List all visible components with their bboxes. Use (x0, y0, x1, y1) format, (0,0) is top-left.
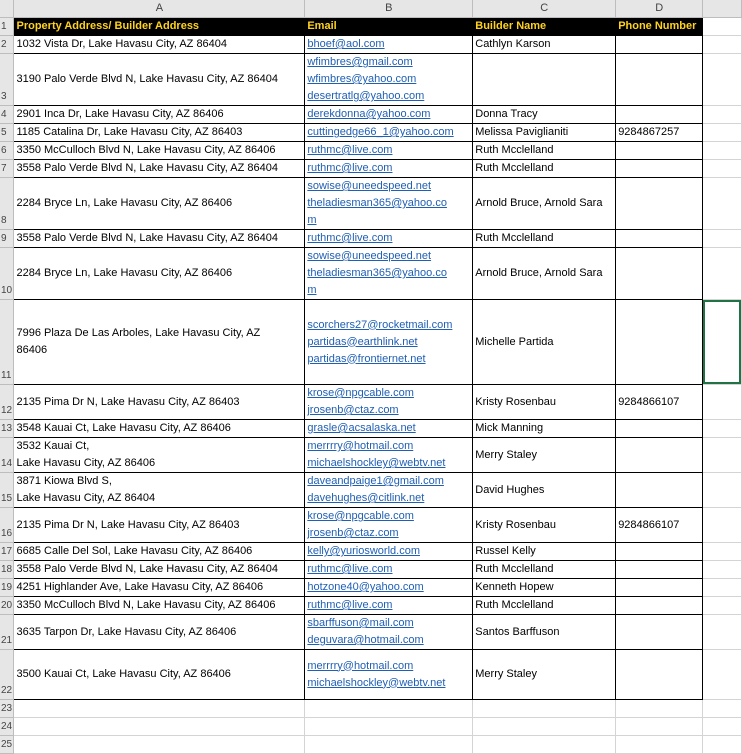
row-header[interactable]: 4 (0, 106, 14, 124)
phone-cell[interactable] (616, 615, 703, 650)
cell[interactable] (703, 54, 742, 106)
cell[interactable] (703, 579, 742, 597)
builder-name-cell[interactable] (473, 54, 616, 106)
row-header[interactable]: 24 (0, 718, 14, 736)
email-cell[interactable] (305, 54, 473, 106)
address-cell[interactable] (14, 142, 305, 160)
email-cell[interactable] (305, 160, 473, 178)
phone-cell[interactable]: 9284867257 (616, 124, 703, 142)
table-row (0, 736, 742, 754)
table-row (0, 543, 742, 561)
table-row (0, 473, 742, 508)
email-link[interactable]: wfimbres@gmail.com (307, 56, 413, 68)
address-line: 3548 Kauai Ct, Lake Havasu City, AZ 86406 (16, 422, 231, 434)
table-row (0, 160, 742, 178)
builder-name-cell[interactable]: Russel Kelly (473, 543, 616, 561)
builder-name-cell[interactable]: David Hughes (473, 473, 616, 508)
cell[interactable] (703, 561, 742, 579)
builder-name-cell[interactable]: Cathlyn Karson (473, 36, 616, 54)
address-line: 6685 Calle Del Sol, Lake Havasu City, AZ 86406 (16, 545, 253, 557)
cell[interactable] (703, 597, 742, 615)
row-header[interactable]: 21 (0, 615, 14, 650)
email-link[interactable]: ruthmc@live.com (307, 144, 393, 156)
cell[interactable] (703, 36, 742, 54)
row-header[interactable]: 10 (0, 248, 14, 300)
phone-cell[interactable] (616, 597, 703, 615)
address-line: Lake Havasu City, AZ 86406 (16, 457, 156, 469)
column-header-c[interactable]: C (473, 0, 616, 18)
cell[interactable] (703, 142, 742, 160)
email-link[interactable]: jrosenb@ctaz.com (307, 527, 399, 539)
address-cell[interactable] (14, 124, 305, 142)
address-line: 1032 Vista Dr, Lake Havasu City, AZ 86404 (16, 38, 228, 50)
phone-cell[interactable] (616, 248, 703, 300)
email-link[interactable]: michaelshockley@webtv.net (307, 676, 446, 689)
builder-name-cell[interactable]: Arnold Bruce, Arnold Sara (473, 248, 616, 300)
email-cell[interactable] (305, 420, 473, 438)
email-link[interactable]: bhoef@aol.com (307, 38, 385, 50)
row-header[interactable]: 16 (0, 508, 14, 543)
email-link[interactable]: ruthmc@live.com (307, 162, 393, 174)
email-link[interactable]: partidas@frontiernet.net (307, 352, 426, 365)
cell[interactable] (703, 700, 742, 718)
cell[interactable] (14, 718, 305, 736)
builder-name-cell[interactable]: Santos Barffuson (473, 615, 616, 650)
builder-name-cell[interactable]: Ruth Mcclelland (473, 142, 616, 160)
address-cell[interactable] (14, 106, 305, 124)
address-line: 3558 Palo Verde Blvd N, Lake Havasu City, AZ 86404 (16, 563, 278, 575)
phone-cell[interactable] (616, 579, 703, 597)
cell[interactable] (703, 420, 742, 438)
row-header[interactable]: 13 (0, 420, 14, 438)
row-header[interactable]: 22 (0, 650, 14, 700)
address-line: 2901 Inca Dr, Lake Havasu City, AZ 86406 (16, 108, 224, 120)
builder-name-cell[interactable]: Ruth Mcclelland (473, 160, 616, 178)
address-cell[interactable] (14, 385, 305, 420)
table-row (0, 579, 742, 597)
phone-cell[interactable] (616, 420, 703, 438)
builder-name-cell[interactable]: Kenneth Hopew (473, 579, 616, 597)
row-header[interactable]: 19 (0, 579, 14, 597)
address-cell[interactable] (14, 615, 305, 650)
row-header[interactable]: 14 (0, 438, 14, 473)
address-line: 3532 Kauai Ct, (16, 440, 90, 452)
table-row (0, 106, 742, 124)
address-cell[interactable] (14, 473, 305, 508)
cell[interactable] (473, 718, 616, 736)
cell[interactable] (305, 718, 473, 736)
phone-cell[interactable] (616, 230, 703, 248)
email-cell[interactable] (305, 438, 473, 473)
header-email-cell[interactable]: Email (305, 18, 473, 36)
email-cell[interactable] (305, 230, 473, 248)
address-line: 3558 Palo Verde Blvd N, Lake Havasu City, AZ 86404 (16, 232, 278, 244)
table-row (0, 650, 742, 700)
email-link[interactable]: cuttingedge66_1@yahoo.com (307, 126, 454, 138)
builder-name-cell[interactable]: Arnold Bruce, Arnold Sara (473, 178, 616, 230)
table-row (0, 438, 742, 473)
address-line: 2135 Pima Dr N, Lake Havasu City, AZ 86403 (16, 395, 240, 408)
address-cell[interactable] (14, 561, 305, 579)
cell[interactable] (703, 160, 742, 178)
address-line: 3190 Palo Verde Blvd N, Lake Havasu City, AZ 86404 (16, 73, 278, 85)
email-link[interactable]: merrrry@hotmail.com (307, 440, 414, 452)
email-link[interactable]: merrrry@hotmail.com (307, 659, 414, 672)
row-header[interactable]: 20 (0, 597, 14, 615)
row-header[interactable]: 11 (0, 300, 14, 385)
column-header-a[interactable]: A (14, 0, 305, 18)
table-row (0, 420, 742, 438)
address-cell[interactable] (14, 579, 305, 597)
row-header[interactable]: 7 (0, 160, 14, 178)
email-link[interactable]: partidas@earthlink.net (307, 335, 418, 348)
cell[interactable] (703, 18, 742, 36)
table-row (0, 178, 742, 230)
column-header-e[interactable] (703, 0, 742, 18)
cell[interactable] (473, 736, 616, 754)
builder-name-cell[interactable]: Merry Staley (473, 650, 616, 700)
email-link[interactable]: deguvara@hotmail.com (307, 634, 424, 646)
email-link[interactable]: m (307, 214, 317, 226)
cell[interactable] (616, 736, 703, 754)
row-header[interactable]: 23 (0, 700, 14, 718)
address-line: 2284 Bryce Ln, Lake Havasu City, AZ 86406 (16, 197, 233, 209)
row-header[interactable]: 9 (0, 230, 14, 248)
table-row (0, 36, 742, 54)
header-row (0, 18, 742, 36)
address-cell[interactable] (14, 508, 305, 543)
email-cell[interactable] (305, 615, 473, 650)
address-line: 3500 Kauai Ct, Lake Havasu City, AZ 86406 (16, 668, 231, 680)
cell[interactable] (703, 106, 742, 124)
cell[interactable] (703, 230, 742, 248)
email-cell[interactable] (305, 561, 473, 579)
address-line: 7996 Plaza De Las Arboles, Lake Havasu City, AZ (16, 327, 261, 339)
cell[interactable] (703, 736, 742, 754)
address-line: 3635 Tarpon Dr, Lake Havasu City, AZ 86406 (16, 625, 237, 638)
builder-name-cell[interactable]: Merry Staley (473, 438, 616, 473)
address-cell[interactable] (14, 543, 305, 561)
cell[interactable] (703, 438, 742, 473)
table-row (0, 124, 742, 142)
row-header[interactable]: 25 (0, 736, 14, 754)
builder-name-cell[interactable]: Michelle Partida (473, 300, 616, 385)
address-line: 3558 Palo Verde Blvd N, Lake Havasu City, AZ 86404 (16, 162, 278, 174)
address-line: 2284 Bryce Ln, Lake Havasu City, AZ 86406 (16, 267, 233, 279)
cell[interactable] (703, 718, 742, 736)
email-cell[interactable] (305, 650, 473, 700)
row-header[interactable]: 12 (0, 385, 14, 420)
email-cell[interactable] (305, 508, 473, 543)
address-line: 2135 Pima Dr N, Lake Havasu City, AZ 86403 (16, 518, 240, 531)
phone-cell[interactable] (616, 106, 703, 124)
phone-cell[interactable] (616, 300, 703, 385)
address-cell[interactable] (14, 54, 305, 106)
address-cell[interactable] (14, 36, 305, 54)
phone-cell[interactable] (616, 160, 703, 178)
table-row (0, 597, 742, 615)
builder-name-cell[interactable]: Ruth Mcclelland (473, 230, 616, 248)
row-header[interactable]: 3 (0, 54, 14, 106)
table-row (0, 561, 742, 579)
email-cell[interactable] (305, 543, 473, 561)
email-cell[interactable] (305, 385, 473, 420)
table-row (0, 142, 742, 160)
row-header[interactable]: 8 (0, 178, 14, 230)
email-link[interactable]: krose@npgcable.com (307, 387, 414, 399)
email-link[interactable]: kelly@yuriosworld.com (307, 545, 420, 557)
email-cell[interactable] (305, 597, 473, 615)
address-cell[interactable] (14, 650, 305, 700)
email-cell[interactable] (305, 579, 473, 597)
builder-name-cell[interactable]: Donna Tracy (473, 106, 616, 124)
table-row (0, 718, 742, 736)
address-cell[interactable] (14, 300, 305, 385)
phone-cell[interactable] (616, 438, 703, 473)
selected-cell[interactable] (703, 300, 742, 385)
builder-name-cell[interactable]: Mick Manning (473, 420, 616, 438)
cell[interactable] (616, 700, 703, 718)
cell[interactable] (703, 385, 742, 420)
email-link[interactable]: scorchers27@rocketmail.com (307, 318, 453, 331)
row-header[interactable]: 5 (0, 124, 14, 142)
address-cell[interactable] (14, 438, 305, 473)
address-cell[interactable] (14, 597, 305, 615)
phone-cell[interactable] (616, 178, 703, 230)
table-row (0, 385, 742, 420)
address-line: 3350 McCulloch Blvd N, Lake Havasu City, AZ 86406 (16, 144, 276, 156)
table-row (0, 700, 742, 718)
builder-name-cell[interactable]: Ruth Mcclelland (473, 597, 616, 615)
cell[interactable] (703, 508, 742, 543)
header-phone-cell[interactable]: Phone Number (616, 18, 703, 36)
phone-cell[interactable] (616, 142, 703, 160)
table-row (0, 230, 742, 248)
row-header[interactable]: 18 (0, 561, 14, 579)
builder-name-cell[interactable]: Melissa Paviglianiti (473, 124, 616, 142)
cell[interactable] (703, 178, 742, 230)
phone-cell[interactable] (616, 561, 703, 579)
email-link[interactable]: ruthmc@live.com (307, 563, 393, 575)
cell[interactable] (703, 543, 742, 561)
phone-cell[interactable]: 9284866107 (616, 385, 703, 420)
email-link[interactable]: michaelshockley@webtv.net (307, 457, 446, 469)
builder-name-cell[interactable]: Kristy Rosenbau (473, 508, 616, 543)
address-cell[interactable] (14, 178, 305, 230)
table-row (0, 54, 742, 106)
email-link[interactable]: m (307, 284, 317, 296)
email-cell[interactable] (305, 106, 473, 124)
email-link[interactable]: ruthmc@live.com (307, 232, 393, 244)
address-line: 3350 McCulloch Blvd N, Lake Havasu City, AZ 86406 (16, 599, 276, 611)
phone-cell[interactable]: 9284866107 (616, 508, 703, 543)
row-header[interactable]: 15 (0, 473, 14, 508)
select-all-corner[interactable] (0, 0, 14, 18)
table-row (0, 300, 742, 385)
address-cell[interactable] (14, 160, 305, 178)
address-line: 4251 Highlander Ave, Lake Havasu City, AZ 86406 (16, 581, 264, 593)
row-header[interactable]: 2 (0, 36, 14, 54)
phone-cell[interactable] (616, 36, 703, 54)
table-row (0, 508, 742, 543)
column-header-d[interactable]: D (616, 0, 703, 18)
address-cell[interactable] (14, 420, 305, 438)
email-cell[interactable] (305, 142, 473, 160)
row-header[interactable]: 17 (0, 543, 14, 561)
email-link[interactable]: desertratlg@yahoo.com (307, 90, 425, 102)
column-header-row (0, 0, 742, 18)
email-link[interactable]: theladiesman365@yahoo.co (307, 267, 447, 279)
email-link[interactable]: ruthmc@live.com (307, 599, 393, 611)
phone-cell[interactable] (616, 650, 703, 700)
column-header-b[interactable]: B (305, 0, 473, 18)
email-link[interactable]: sowise@uneedspeed.net (307, 250, 432, 262)
email-link[interactable]: grasle@acsalaska.net (307, 422, 416, 434)
cell[interactable] (703, 650, 742, 700)
row-header[interactable]: 6 (0, 142, 14, 160)
builder-name-cell[interactable]: Ruth Mcclelland (473, 561, 616, 579)
email-link[interactable]: derekdonna@yahoo.com (307, 108, 431, 120)
email-link[interactable]: krose@npgcable.com (307, 510, 414, 522)
email-link[interactable]: sowise@uneedspeed.net (307, 180, 432, 192)
email-link[interactable]: jrosenb@ctaz.com (307, 404, 399, 416)
header-builder-cell[interactable]: Builder Name (473, 18, 616, 36)
phone-cell[interactable] (616, 543, 703, 561)
email-link[interactable]: daveandpaige1@gmail.com (307, 475, 444, 487)
address-cell[interactable] (14, 248, 305, 300)
email-cell[interactable] (305, 248, 473, 300)
email-link[interactable]: wfimbres@yahoo.com (307, 73, 417, 85)
email-cell[interactable] (305, 473, 473, 508)
address-line: Lake Havasu City, AZ 86404 (16, 492, 156, 504)
cell[interactable] (14, 700, 305, 718)
header-address-cell[interactable]: Property Address/ Builder Address (14, 18, 305, 36)
cell[interactable] (703, 615, 742, 650)
cell[interactable] (305, 736, 473, 754)
builder-name-cell[interactable]: Kristy Rosenbau (473, 385, 616, 420)
cell[interactable] (14, 736, 305, 754)
table-row (0, 248, 742, 300)
email-link[interactable]: davehughes@citlink.net (307, 492, 425, 504)
cell[interactable] (703, 473, 742, 508)
email-link[interactable]: sbarffuson@mail.com (307, 617, 414, 629)
email-cell[interactable] (305, 124, 473, 142)
phone-cell[interactable] (616, 473, 703, 508)
row-header[interactable]: 1 (0, 18, 14, 36)
email-link[interactable]: theladiesman365@yahoo.co (307, 197, 447, 209)
email-cell[interactable] (305, 178, 473, 230)
address-line: 86406 (16, 344, 48, 356)
cell[interactable] (703, 248, 742, 300)
email-link[interactable]: hotzone40@yahoo.com (307, 581, 424, 593)
table-row (0, 615, 742, 650)
address-cell[interactable] (14, 230, 305, 248)
phone-cell[interactable] (616, 54, 703, 106)
cell[interactable] (305, 700, 473, 718)
address-line: 3871 Kiowa Blvd S, (16, 475, 112, 487)
cell[interactable] (703, 124, 742, 142)
address-line: 1185 Catalina Dr, Lake Havasu City, AZ 86403 (16, 126, 243, 138)
email-cell[interactable] (305, 300, 473, 385)
cell[interactable] (616, 718, 703, 736)
cell[interactable] (473, 700, 616, 718)
email-cell[interactable] (305, 36, 473, 54)
